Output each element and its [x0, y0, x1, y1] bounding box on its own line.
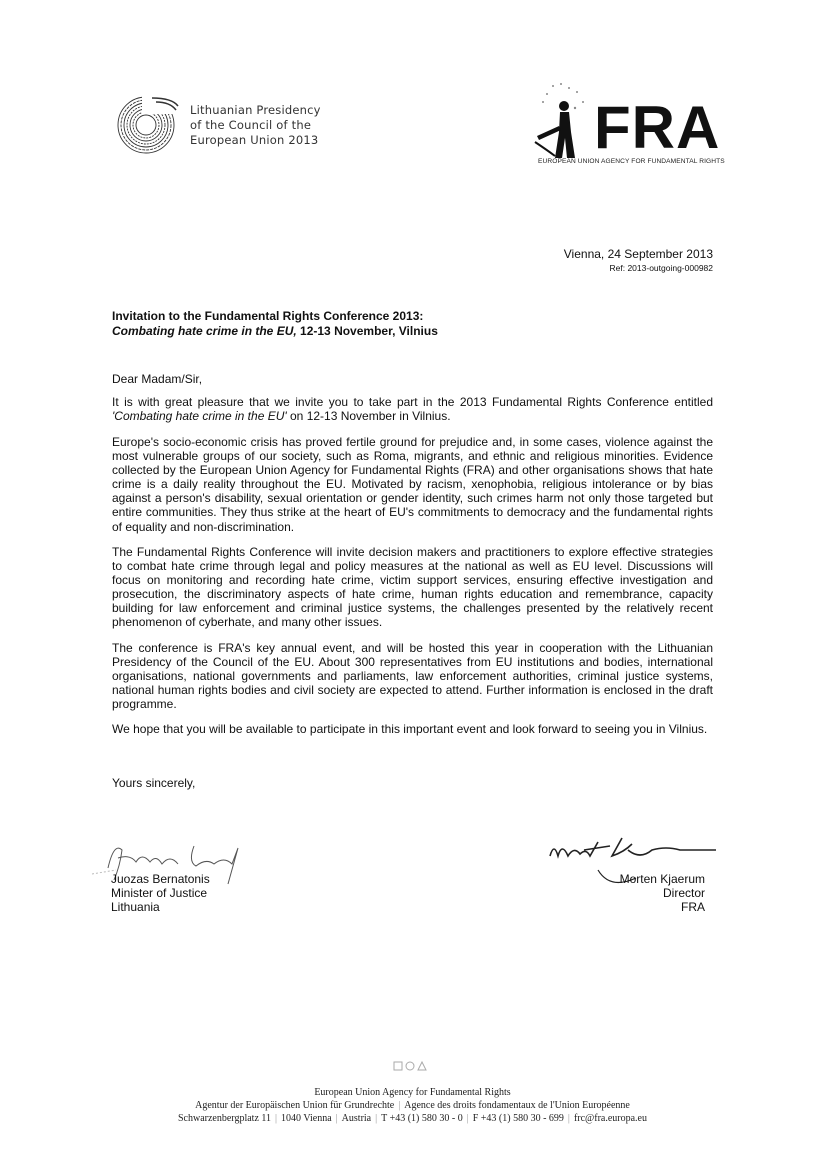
signatory-name: Juozas Bernatonis — [111, 872, 210, 886]
letter-date: Vienna, 24 September 2013 — [563, 247, 713, 261]
subject-rest: 12-13 November, Vilnius — [296, 324, 438, 338]
separator: | — [275, 1113, 278, 1124]
footer-agency-fr: Agence des droits fondamentaux de l'Union Européenne — [404, 1100, 630, 1111]
footer-contact — [0, 1112, 825, 1125]
footer-country: Austria — [341, 1113, 372, 1124]
salutation: Dear Madam/Sir, — [112, 372, 203, 386]
p1-italic: 'Combating hate crime in the EU' — [112, 409, 287, 424]
separator: | — [398, 1100, 401, 1111]
footer-agency-translations — [0, 1099, 825, 1112]
footer-fax: F +43 (1) 580 30 - 699 — [472, 1113, 564, 1124]
subject-italic: Combating hate crime in the EU, — [112, 324, 297, 338]
signatory-name: Morten Kjaerum — [619, 872, 705, 886]
signatory-right — [620, 872, 705, 914]
p1-start: It is with great pleasure that we invite you to take part in the 2013 Fundamental Rights Conference entitled — [112, 395, 713, 409]
signatory-country: Lithuania — [111, 900, 160, 914]
letter-reference: Ref: 2013-outgoing-000982 — [609, 263, 713, 273]
letter-subject — [112, 309, 438, 339]
footer-email-link[interactable]: frc@fra.europa.eu — [573, 1113, 647, 1124]
footer-agency-en: European Union Agency for Fundamental Rights — [314, 1087, 511, 1098]
presidency-line: European Union 2013 — [190, 133, 319, 147]
p1-end: on 12-13 November in Vilnius. — [286, 409, 451, 424]
separator: | — [466, 1113, 469, 1124]
paragraph-agenda: The Fundamental Rights Conference will invite decision makers and practitioners to explore effective strategies to combat hate crime through legal and policy measures at the national as well as EU level. Discussions will focus on monitoring and recording hate crime, victim support services, ensuring effective investigation and prosecution, the discriminatory aspects of hate crime, human rights education and remembrance, capacity building for law enforcement and criminal justice systems, the challenges presented by the relatively recent phenomenon of cyberhate, and many other issues. — [112, 545, 713, 630]
paragraph-context: Europe's socio-economic crisis has proved fertile ground for prejudice and, in some cases, violence against the most vulnerable groups of our society, such as Roma, migrants, and ethnic and religious minorities. Evidence collected by the European Union Agency for Fundamental Rights (FRA) and other organisations shows that hate crime is a daily reality throughout the EU. Motivated by racism, xenophobia, religious intolerance or by bias against a person's disability, sexual orientation or gender identity, such crimes harm not only those targeted but entire communities. They thus strike at the heart of EU's commitments to democracy and the fundamental rights of equality and non-discrimination. — [112, 435, 713, 534]
footer-phone: T +43 (1) 580 30 - 0 — [381, 1113, 463, 1124]
footer-address: Schwarzenbergplatz 11 — [178, 1113, 272, 1124]
paragraph-invitation — [112, 395, 713, 423]
closing: Yours sincerely, — [112, 776, 196, 790]
signatory-title: Minister of Justice — [111, 886, 208, 900]
signatory-title: Director — [662, 886, 705, 900]
footer-agency-de: Agentur der Europäischen Union für Grundrechte — [195, 1100, 395, 1111]
certification-marks-icon — [380, 1060, 440, 1072]
presidency-name — [190, 103, 321, 148]
paragraph-attendance: The conference is FRA's key annual event, and will be hosted this year in cooperation with the Lithuanian Presidency of the Council of the EU. About 300 representatives from EU institutions and bodies, international organisations, national governments and parliaments, law enforcement authorities, criminal justice systems, national human rights bodies and civil society are expected to attend. Further information is enclosed in the draft programme. — [112, 641, 713, 712]
signatory-left — [111, 872, 210, 914]
separator: | — [567, 1113, 570, 1124]
fra-figure-logo-icon — [533, 80, 599, 160]
fra-full-name: EUROPEAN UNION AGENCY FOR FUNDAMENTAL RIGHTS — [538, 158, 725, 165]
paragraph-hope: We hope that you will be available to participate in this important event and look forward to seeing you in Vilnius. — [112, 722, 708, 736]
separator: | — [335, 1113, 338, 1124]
fra-wordmark: FRA — [594, 94, 721, 161]
lithuanian-presidency-logo-icon — [112, 92, 184, 156]
signatory-org: FRA — [681, 900, 705, 914]
subject-line-2 — [112, 324, 438, 339]
footer — [0, 1086, 825, 1125]
subject-line-1: Invitation to the Fundamental Rights Conference 2013: — [112, 309, 424, 323]
separator: | — [375, 1113, 378, 1124]
presidency-line: of the Council of the — [190, 118, 312, 132]
presidency-line: Lithuanian Presidency — [190, 103, 321, 117]
footer-city: 1040 Vienna — [281, 1113, 332, 1124]
